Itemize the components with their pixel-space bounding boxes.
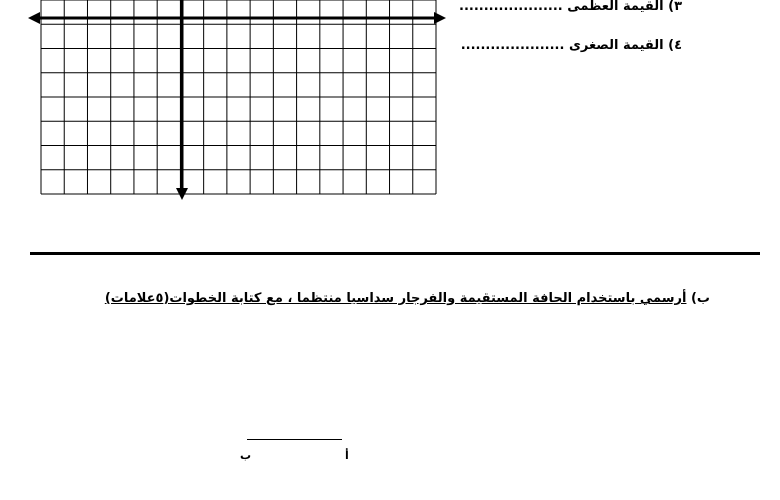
question-4-minimum	[461, 38, 682, 53]
section-b-prompt-text: أرسمي باستخدام الحافة المستقيمة والفرجار سداسيا منتظما ، مع كتابة الخطوات	[169, 291, 687, 306]
section-b-prompt	[105, 291, 687, 306]
question-3-answer-blank[interactable]: .....................	[459, 0, 563, 14]
grid-lines	[41, 0, 436, 194]
section-b-marks: (٥علامات)	[104, 291, 170, 306]
line-segment-ab	[247, 439, 342, 440]
question-4-answer-blank[interactable]: .....................	[460, 38, 565, 53]
question-4-label: ٤) القيمة الصغرى	[568, 38, 682, 53]
section-b-question	[105, 291, 710, 306]
x-axis	[28, 12, 446, 24]
point-a-label: أ	[345, 449, 349, 462]
question-3-label: ٣) القيمة العظمى	[567, 0, 682, 14]
section-b-letter: ب)	[690, 291, 710, 306]
point-b-label: ب	[240, 449, 252, 462]
section-divider	[30, 252, 760, 255]
x-axis-left-arrow-icon	[28, 12, 40, 24]
question-3-maximum	[459, 0, 682, 13]
x-axis-right-arrow-icon	[434, 12, 446, 24]
